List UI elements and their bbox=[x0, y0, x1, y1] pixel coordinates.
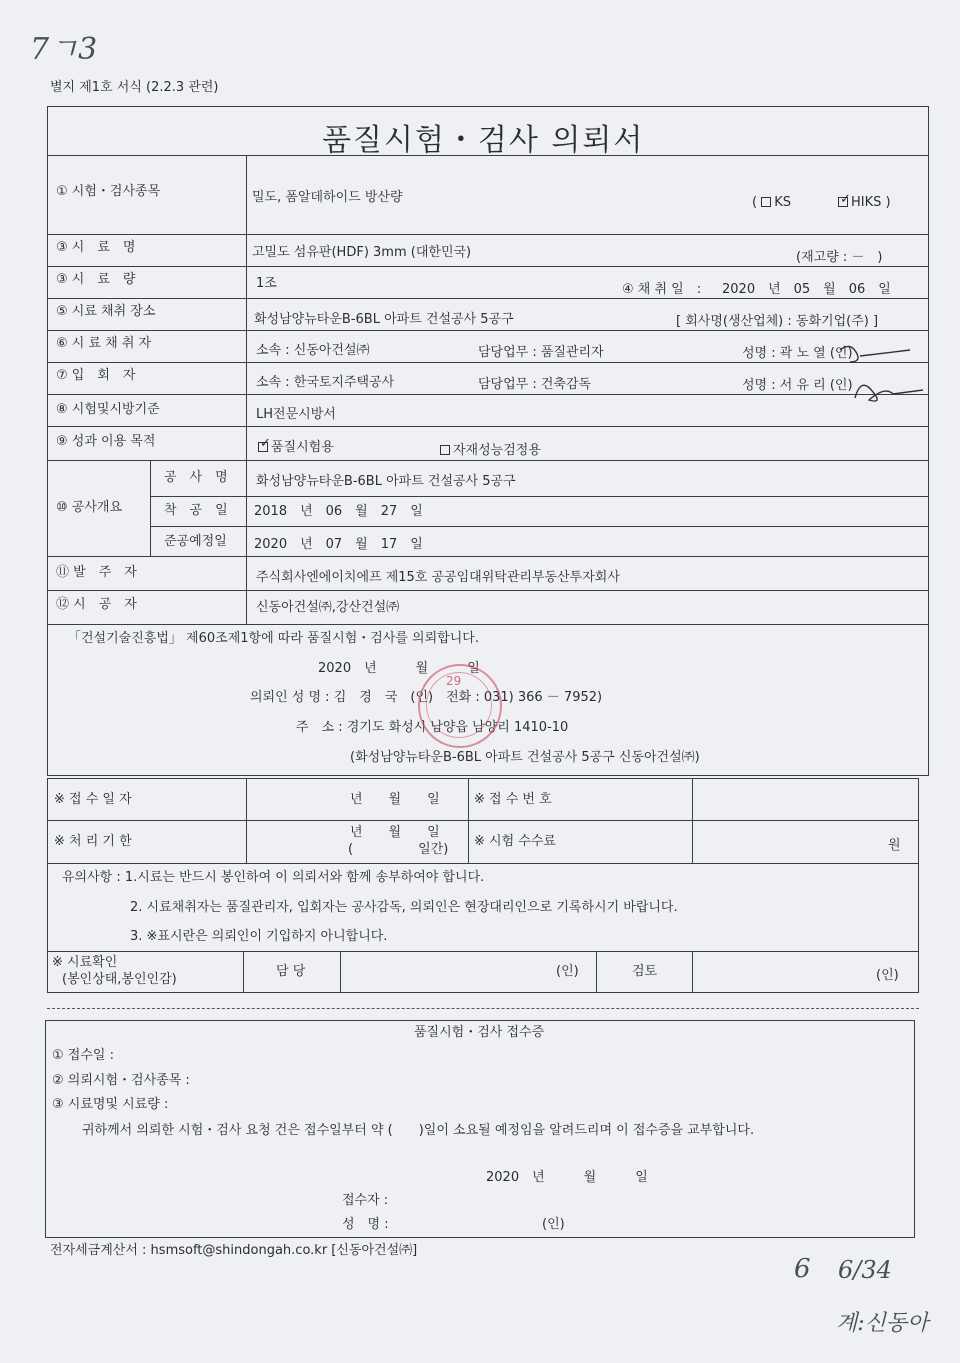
sample-name-label: ③ 시 료 명 bbox=[56, 240, 136, 255]
slip-test-type: ② 의뢰시험・검사종목 : bbox=[52, 1073, 190, 1088]
slip-receipt-date: ① 접수일 : bbox=[52, 1048, 114, 1063]
hiks-option bbox=[838, 192, 891, 211]
ks-checkbox[interactable] bbox=[761, 197, 771, 207]
deadline-label: ※ 처 리 기 한 bbox=[54, 834, 132, 849]
sample-qty-value: 1조 bbox=[256, 276, 277, 291]
requester-address-detail: (화성남양뉴타운B-6BL 아파트 건설공사 5공구 신동아건설㈜) bbox=[350, 750, 700, 765]
method-value: LH전문시방서 bbox=[256, 407, 336, 422]
cut-line bbox=[47, 1008, 919, 1009]
ks-label: KS bbox=[774, 195, 791, 210]
manufacturer: [ 회사명(생산업체) : 동화기업(주) ] bbox=[676, 314, 879, 329]
slip-name: 성 명 : bbox=[342, 1217, 389, 1232]
client-value: 주식회사엔에이치에프 제15호 공공임대위탁관리부동산투자회사 bbox=[256, 570, 620, 585]
review-seal: (인) bbox=[876, 968, 899, 983]
slip-notice-text: 귀하께서 의뢰한 시험・검사 요청 건은 접수일부터 약 ( )일이 소요될 예정임을 알려드리며 이 접수증을 교부합니다. bbox=[82, 1123, 755, 1138]
contractor-value: 신동아건설㈜,강산건설㈜ bbox=[256, 600, 400, 615]
start-date-label: 착 공 일 bbox=[164, 503, 228, 518]
standard-options bbox=[752, 195, 791, 211]
request-statement: 「건설기술진흥법」 제60조제1항에 따라 품질시험・검사를 의뢰합니다. bbox=[68, 631, 479, 646]
open-paren: ( bbox=[752, 195, 758, 210]
witness-name: 성명 : 서 유 리 (인) bbox=[742, 378, 853, 393]
hiks-checkbox[interactable]: ✓ bbox=[840, 192, 851, 207]
method-label: ⑧ 시험및시방기준 bbox=[56, 402, 160, 417]
stock-quantity: (재고량 : － ) bbox=[796, 250, 883, 265]
end-date-value: 2020 년 07 월 17 일 bbox=[254, 537, 423, 552]
note-3: 3. ※표시란은 의뢰인이 기입하지 아니합니다. bbox=[130, 929, 388, 944]
handwritten-number: 6 bbox=[794, 1254, 811, 1284]
requester-address: 주 소 : 경기도 화성시 남양읍 남양리 1410-10 bbox=[296, 720, 569, 735]
charge-seal: (인) bbox=[556, 964, 579, 979]
witness-duty: 담당업무 : 건축감독 bbox=[478, 377, 592, 392]
sample-place-value: 화성남양뉴타운B-6BL 아파트 건설공사 5공구 bbox=[254, 312, 514, 327]
slip-seal: (인) bbox=[542, 1217, 565, 1232]
purpose-option-material bbox=[440, 443, 541, 459]
material-test-label: 자재성능검정용 bbox=[453, 443, 541, 458]
overview-label: ⑩ 공사개요 bbox=[56, 500, 123, 515]
fee-label: ※ 시험 수수료 bbox=[474, 834, 556, 849]
sample-check-sublabel: (봉인상태,봉인인감) bbox=[62, 972, 177, 987]
receipt-slip-title: 품질시험・검사 접수증 bbox=[414, 1025, 545, 1040]
deadline-days: ( 일간) bbox=[348, 842, 449, 857]
project-name-label: 공 사 명 bbox=[164, 470, 228, 485]
corner-handwritten-note: 7ㄱ3 bbox=[30, 32, 98, 67]
sampler-label: ⑥ 시 료 채 취 자 bbox=[56, 336, 152, 351]
footer-email: 전자세금계산서 : hsmsoft@shindongah.co.kr [신동아건설㈜] bbox=[50, 1243, 418, 1258]
sample-name-value: 고밀도 섬유판(HDF) 3mm (대한민국) bbox=[252, 245, 472, 260]
hiks-label: HIKS ) bbox=[851, 195, 891, 210]
review-label: 검토 bbox=[632, 964, 658, 979]
sampling-date-label: ④ 채 취 일 : bbox=[622, 282, 702, 297]
receipt-table-frame bbox=[47, 778, 919, 864]
receipt-number-label: ※ 접 수 번 호 bbox=[474, 792, 552, 807]
sample-check-label: ※ 시료확인 bbox=[52, 955, 118, 970]
quality-test-label: 품질시험용 bbox=[271, 440, 334, 455]
sampler-affiliation: 소속 : 신동아건설㈜ bbox=[256, 343, 370, 358]
start-date-value: 2018 년 06 월 27 일 bbox=[254, 504, 423, 519]
handwritten-company: 계:신동아 bbox=[836, 1311, 929, 1336]
test-type-label: ① 시험・검사종목 bbox=[56, 184, 161, 199]
stamp-number: 29 bbox=[446, 674, 462, 688]
slip-date: 2020 년 월 일 bbox=[486, 1170, 648, 1185]
purpose-option-quality bbox=[258, 436, 334, 456]
handwritten-fraction: 6/34 bbox=[838, 1256, 892, 1284]
sample-place-label: ⑤ 시료 채취 장소 bbox=[56, 304, 156, 319]
material-test-checkbox[interactable] bbox=[440, 445, 450, 455]
client-label: ⑪ 발 주 자 bbox=[56, 565, 137, 580]
witness-label: ⑦ 입 회 자 bbox=[56, 368, 136, 383]
receipt-date-label: ※ 접 수 일 자 bbox=[54, 792, 132, 807]
form-reference: 별지 제1호 서식 (2.2.3 관련) bbox=[50, 80, 219, 95]
receipt-date-value: 년 월 일 bbox=[350, 792, 440, 807]
request-date: 2020 년 월 일 bbox=[318, 661, 480, 676]
company-seal-stamp bbox=[418, 664, 502, 748]
page-title: 품질시험・검사 의뢰서 bbox=[322, 123, 645, 158]
charge-label: 담 당 bbox=[276, 964, 306, 979]
slip-sample-info: ③ 시료명및 시료량 : bbox=[52, 1097, 169, 1112]
test-type-value: 밀도, 폼알데하이드 방산량 bbox=[252, 190, 403, 205]
contractor-label: ⑫ 시 공 자 bbox=[56, 597, 137, 612]
end-date-label: 준공예정일 bbox=[164, 534, 227, 549]
purpose-label: ⑨ 성과 이용 목적 bbox=[56, 434, 156, 449]
sample-qty-label: ③ 시 료 량 bbox=[56, 272, 136, 287]
fee-unit: 원 bbox=[888, 838, 901, 853]
sampling-date-value: 2020 년 05 월 06 일 bbox=[722, 282, 891, 297]
note-1: 유의사항 : 1.시료는 반드시 봉인하여 이 의뢰서와 함께 송부하여야 합니다. bbox=[62, 870, 485, 885]
quality-test-checkbox[interactable]: ✓ bbox=[260, 436, 271, 451]
signature-scribbles bbox=[820, 338, 930, 408]
sampler-duty: 담당업무 : 품질관리자 bbox=[478, 345, 604, 360]
witness-affiliation: 소속 : 한국토지주택공사 bbox=[256, 375, 395, 390]
project-name-value: 화성남양뉴타운B-6BL 아파트 건설공사 5공구 bbox=[256, 474, 516, 489]
requester-info: 의뢰인 성 명 : 김 경 국 (인) 전화 : 031) 366 － 7952) bbox=[250, 690, 603, 705]
deadline-date: 년 월 일 bbox=[350, 825, 440, 840]
slip-receiver: 접수자 : bbox=[342, 1193, 389, 1208]
sampler-name: 성명 : 곽 노 열 (인) bbox=[742, 346, 853, 361]
note-2: 2. 시료채취자는 품질관리자, 입회자는 공사감독, 의뢰인은 현장대리인으로 기록하시기 바랍니다. bbox=[130, 900, 678, 915]
